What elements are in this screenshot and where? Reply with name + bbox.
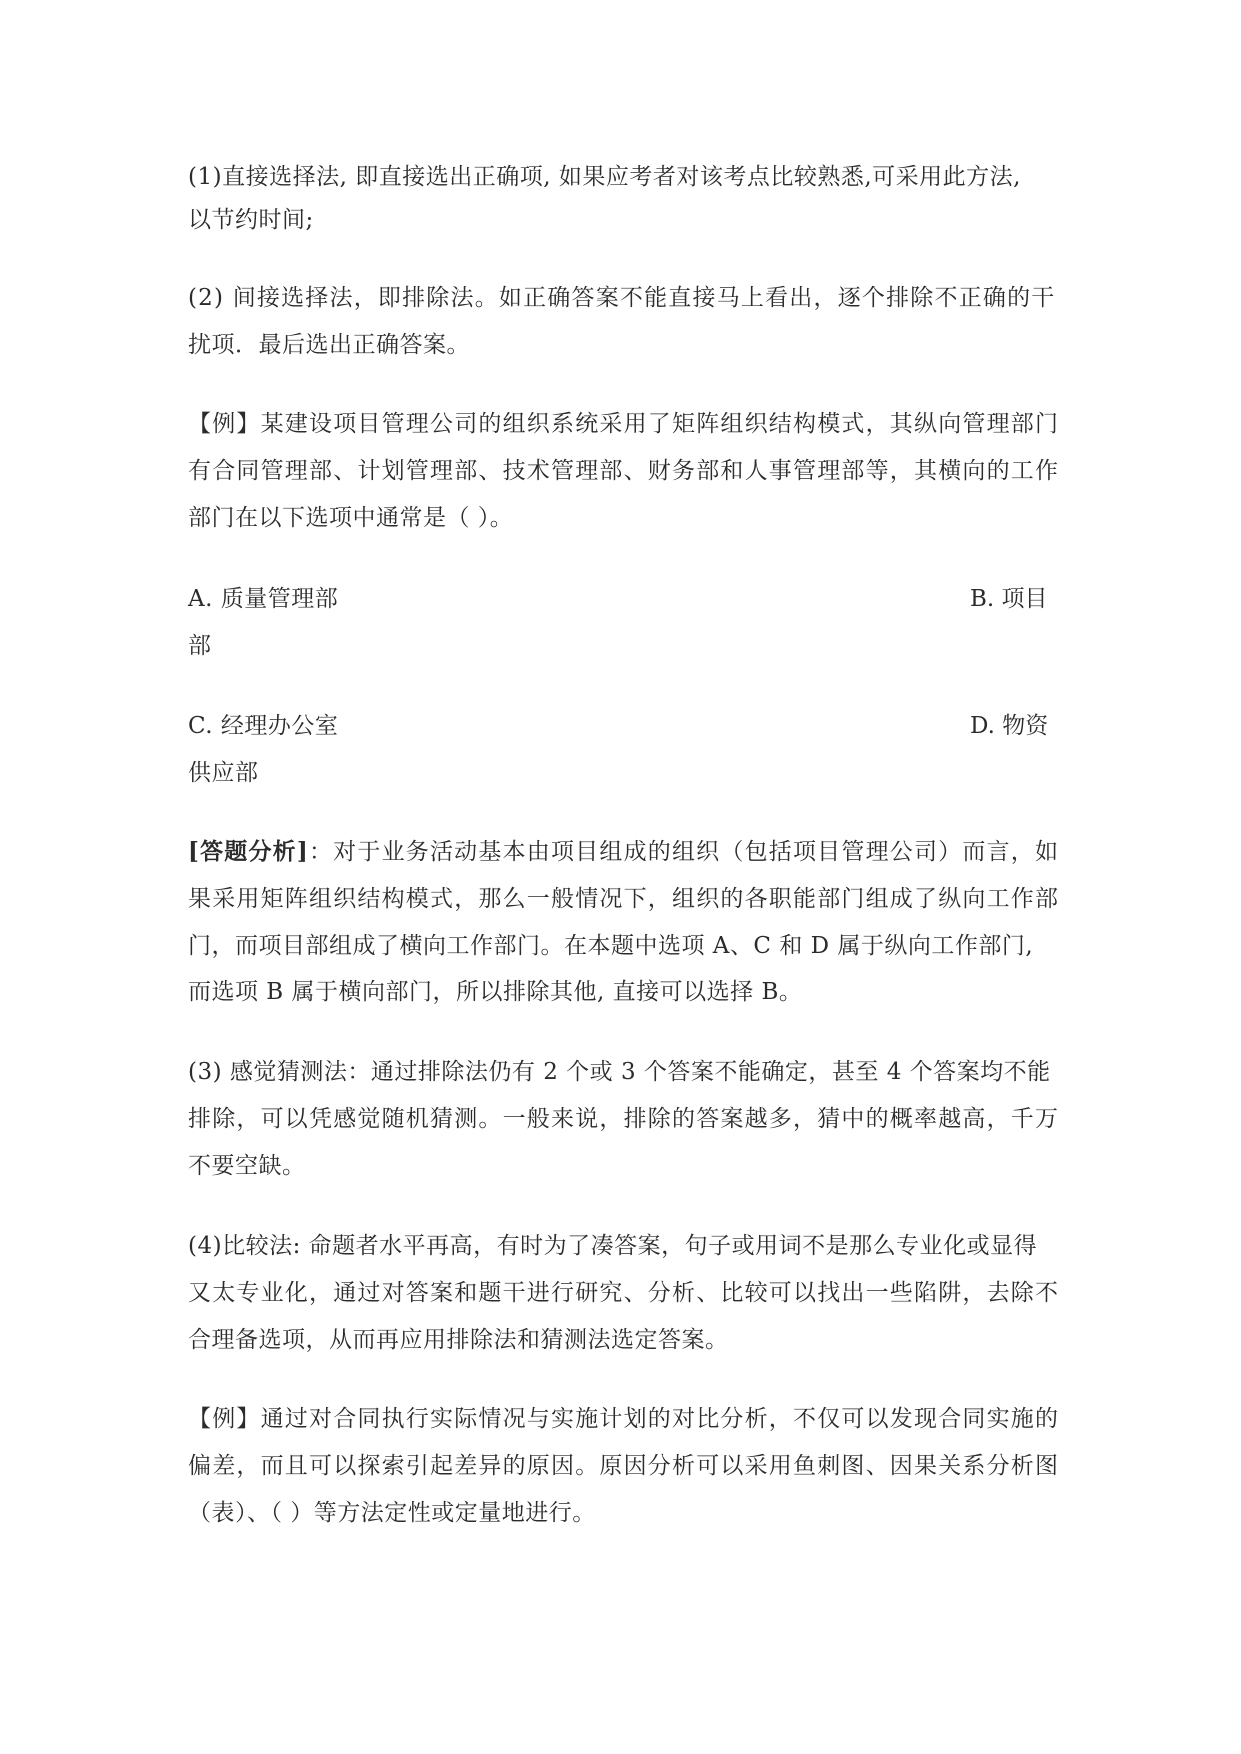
method4-line1: (4)比较法: 命题者水平再高，有时为了凑答案，句子或用词不是那么专业化或显得 xyxy=(188,1233,1038,1259)
example2-line3: （表）、（ ）等方法定性或定量地进行。 xyxy=(188,1500,596,1526)
example1-line2: 有合同管理部、计划管理部、技术管理部、财务部和人事管理部等，其横向的工作 xyxy=(188,458,1060,484)
option-d-head: D. 物资 xyxy=(970,713,1049,739)
option-a: A. 质量管理部 xyxy=(188,586,339,612)
method2-line1: (2) 间接选择法，即排除法。如正确答案不能直接马上看出，逐个排除不正确的干 xyxy=(188,285,1056,311)
example1-line1: 【例】某建设项目管理公司的组织系统采用了矩阵组织结构模式，其纵向管理部门 xyxy=(188,411,1060,437)
analysis-line3: 门，而项目部组成了横向工作部门。在本题中选项 A、C 和 D 属于纵向工作部门, xyxy=(188,933,1034,959)
option-d-tail: 供应部 xyxy=(188,760,259,786)
method4-line2: 又太专业化，通过对答案和题干进行研究、分析、比较可以找出一些陷阱，去除不 xyxy=(188,1280,1060,1306)
analysis-line4: 而选项 B 属于横向部门，所以排除其他, 直接可以选择 B。 xyxy=(188,979,803,1005)
analysis-label: [答题分析] xyxy=(188,838,309,865)
option-b-tail: 部 xyxy=(188,633,212,659)
analysis-line1 xyxy=(188,836,1059,868)
method2-line2: 扰项．最后选出正确答案。 xyxy=(188,332,470,358)
analysis-line2: 果采用矩阵组织结构模式，那么一般情况下，组织的各职能部门组成了纵向工作部 xyxy=(188,886,1060,912)
method3-line2: 排除，可以凭感觉随机猜测。一般来说，排除的答案越多，猜中的概率越高，千万 xyxy=(188,1106,1060,1132)
method1-line2: 以节约时间; xyxy=(188,207,314,233)
method3-line1: (3) 感觉猜测法：通过排除法仍有 2 个或 3 个答案不能确定，甚至 4 个答案均不能 xyxy=(188,1059,1051,1085)
example2-line2: 偏差，而且可以探索引起差异的原因。原因分析可以采用鱼刺图、因果关系分析图 xyxy=(188,1453,1060,1479)
method3-line3: 不要空缺。 xyxy=(188,1153,306,1179)
example2-line1: 【例】通过对合同执行实际情况与实施计划的对比分析，不仅可以发现合同实施的 xyxy=(188,1406,1060,1432)
example1-line3: 部门在以下选项中通常是（ ）。 xyxy=(188,505,514,531)
method4-line3: 合理备选项，从而再应用排除法和猜测法选定答案。 xyxy=(188,1327,729,1353)
method1-line1: (1)直接选择法, 即直接选出正确项, 如果应考者对该考点比较熟悉,可采用此方法, xyxy=(188,164,1021,190)
option-b-head: B. 项目 xyxy=(970,586,1048,612)
option-c: C. 经理办公室 xyxy=(188,713,339,739)
analysis-line1-text: ：对于业务活动基本由项目组成的组织（包括项目管理公司）而言，如 xyxy=(308,839,1060,865)
